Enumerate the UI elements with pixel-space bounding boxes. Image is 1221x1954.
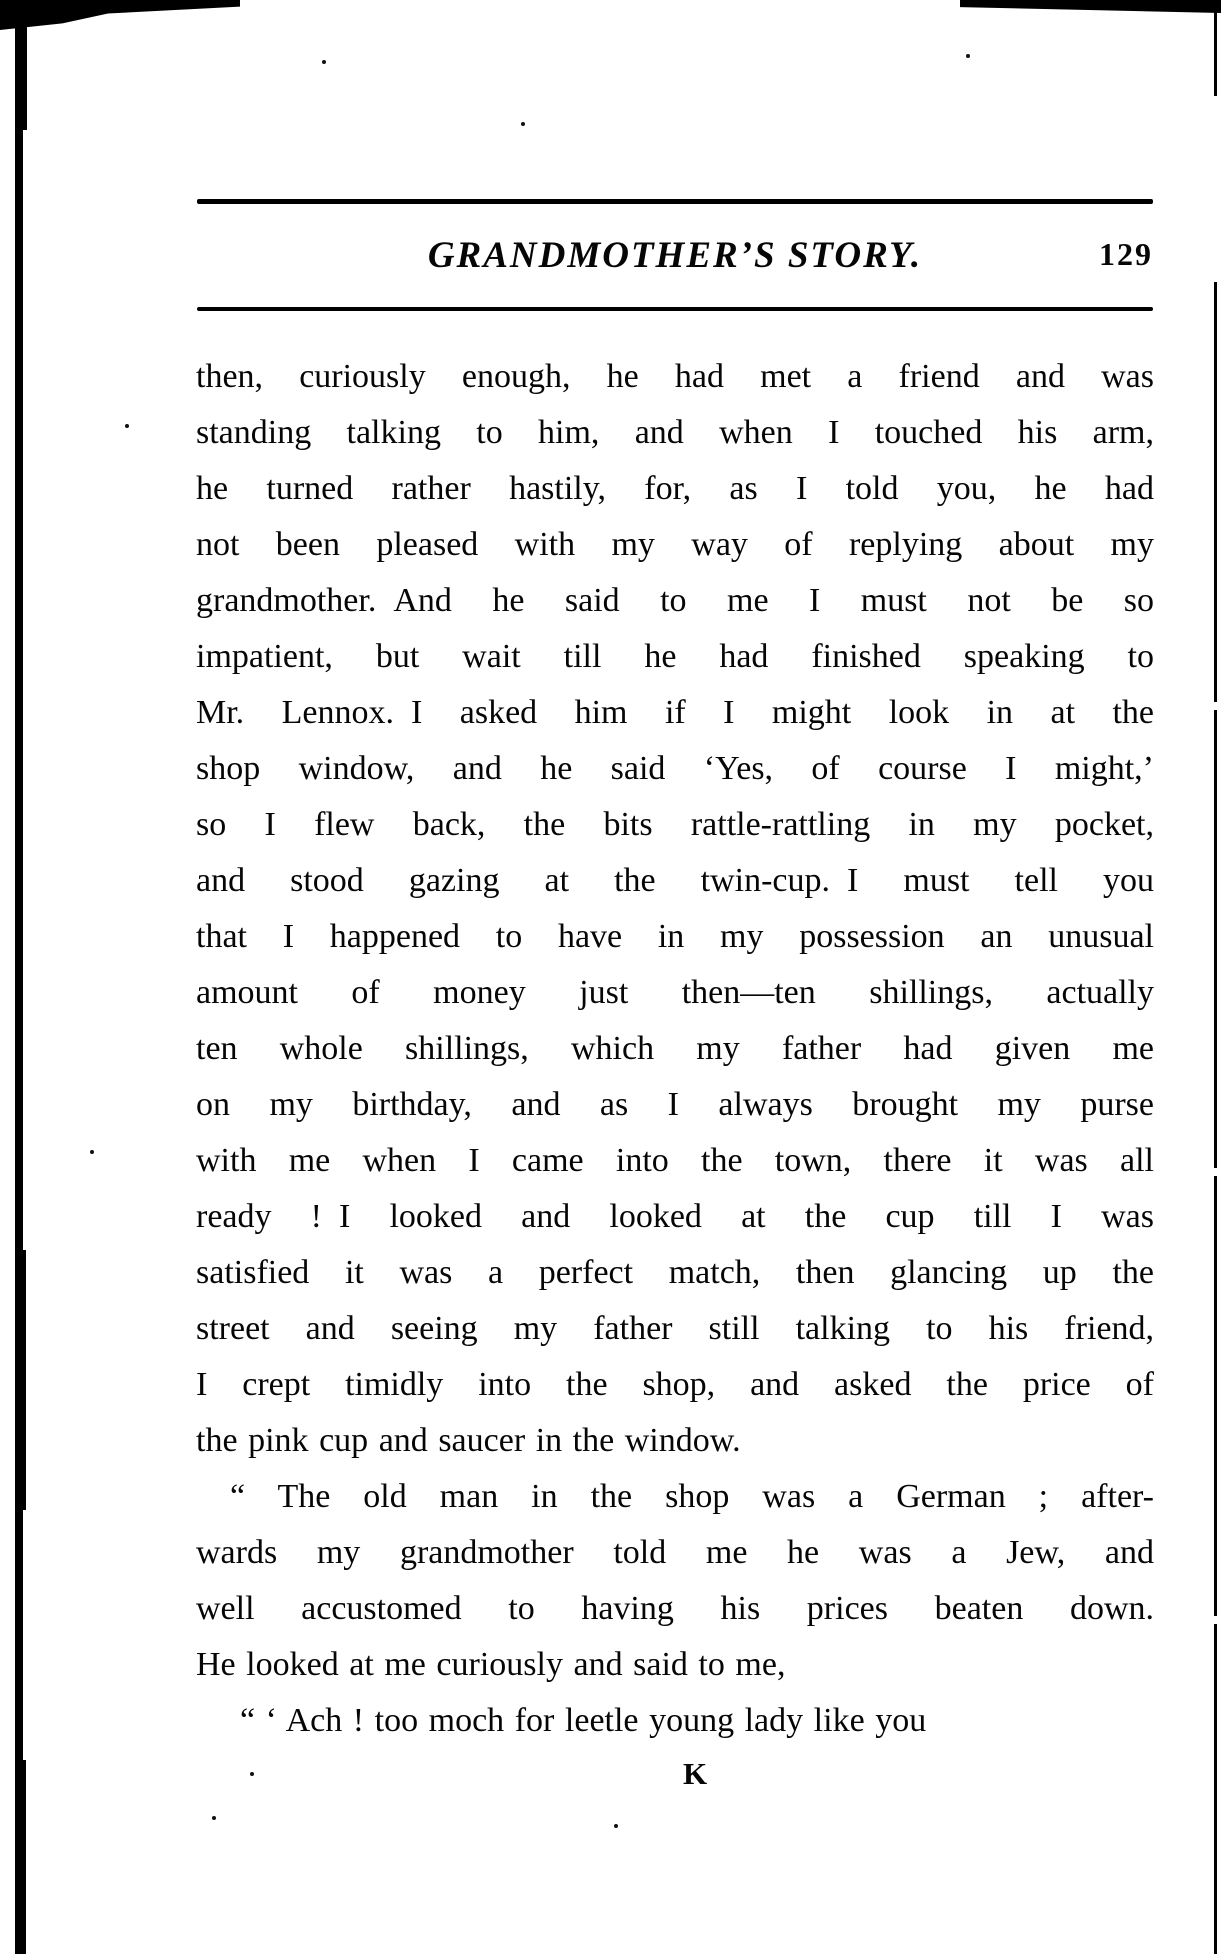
right-edge-artifact xyxy=(1214,282,1217,702)
text-line: He looked at me curiously and said to me, xyxy=(196,1646,786,1683)
right-edge-artifact xyxy=(1214,1176,1217,1616)
left-gutter-artifact xyxy=(15,0,23,1954)
left-gutter-artifact xyxy=(21,1250,26,1510)
top-right-corner-artifact xyxy=(960,0,1221,13)
text-line: well accustomed to having his prices beaten down. xyxy=(196,1590,1154,1627)
text-line: not been pleased with my way of replying about my xyxy=(196,526,1154,563)
text-line: ten whole shillings, which my father had given me xyxy=(196,1030,1154,1067)
header-rule-top xyxy=(197,199,1153,204)
left-gutter-artifact xyxy=(20,1760,26,1954)
right-edge-artifact xyxy=(1214,0,1217,96)
page-number: 129 xyxy=(1099,236,1153,272)
text-line: shop window, and he said ‘Yes, of course I might,’ xyxy=(196,750,1154,787)
speck-artifact xyxy=(614,1824,618,1828)
running-header xyxy=(197,234,1153,290)
speck-artifact xyxy=(322,60,326,64)
text-line: standing talking to him, and when I touched his arm, xyxy=(196,414,1154,451)
right-edge-artifact xyxy=(1214,1624,1217,1954)
text-line: so I flew back, the bits rattle-rattling in my pocket, xyxy=(196,806,1154,843)
text-line: that I happened to have in my possession an unusual xyxy=(196,918,1154,955)
paragraph xyxy=(196,1469,1154,1693)
header-title: GRANDMOTHER’S STORY. xyxy=(427,235,923,276)
speck-artifact xyxy=(125,424,129,428)
text-line: Mr. Lennox. I asked him if I might look in at the xyxy=(196,694,1154,731)
text-line: street and seeing my father still talking to his friend, xyxy=(196,1310,1154,1347)
text-line: impatient, but wait till he had finished speaking to xyxy=(196,638,1154,675)
body-text xyxy=(196,349,1154,1749)
text-line: grandmother. And he said to me I must not be so xyxy=(196,582,1154,619)
signature-mark: K xyxy=(682,1756,708,1791)
text-line: then, curiously enough, he had met a friend and was xyxy=(196,358,1154,395)
text-line: wards my grandmother told me he was a Jew, and xyxy=(196,1534,1154,1571)
speck-artifact xyxy=(90,1150,94,1154)
speck-artifact xyxy=(966,54,970,58)
text-line: he turned rather hastily, for, as I told you, he had xyxy=(196,470,1154,507)
header-rule-bottom xyxy=(197,307,1153,311)
text-line: ready ! I looked and looked at the cup till I was xyxy=(196,1198,1154,1235)
text-line: and stood gazing at the twin-cup. I must tell you xyxy=(196,862,1154,899)
text-line: I crept timidly into the shop, and asked the price of xyxy=(196,1366,1154,1403)
text-line: the pink cup and saucer in the window. xyxy=(196,1422,741,1459)
right-edge-artifact xyxy=(1214,710,1217,1168)
top-left-corner-artifact xyxy=(0,0,240,30)
text-line: “ The old man in the shop was a German ; after- xyxy=(230,1478,1154,1515)
text-line: on my birthday, and as I always brought my purse xyxy=(196,1086,1154,1123)
text-line: with me when I came into the town, there it was all xyxy=(196,1142,1154,1179)
paragraph xyxy=(196,349,1154,1469)
speck-artifact xyxy=(212,1816,216,1820)
text-line: satisfied it was a perfect match, then glancing up the xyxy=(196,1254,1154,1291)
text-line: amount of money just then—ten shillings, actually xyxy=(196,974,1154,1011)
text-line: “ ‘ Ach ! too moch for leetle young lady like you xyxy=(240,1702,927,1739)
speck-artifact xyxy=(521,122,525,126)
paragraph xyxy=(196,1693,1154,1749)
